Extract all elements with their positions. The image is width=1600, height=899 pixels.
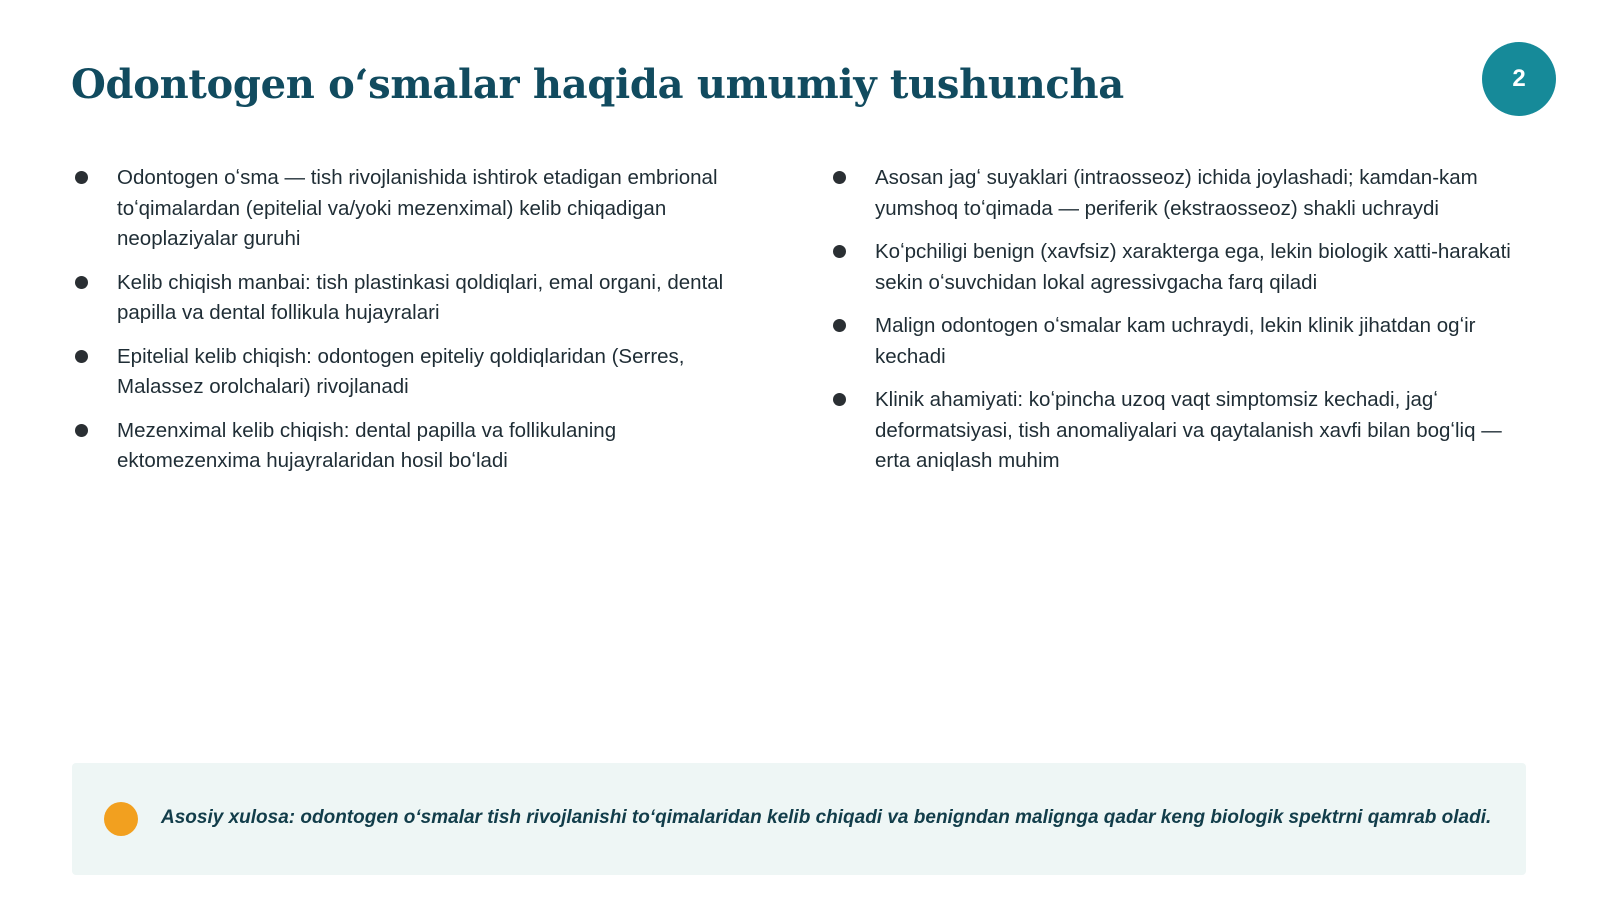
bullet-icon — [75, 350, 88, 363]
bullet-text: Mezenximal kelib chiqish: dental papilla va follikulaning ektomezenxima hujayralaridan hosil boʻladi — [117, 418, 617, 472]
bullet-icon — [833, 245, 846, 258]
bullet-item — [72, 268, 752, 329]
bullet-text: Odontogen oʻsma — tish rivojlanishida ishtirok etadigan embrional toʻqimalardan (epitelial va/yoki mezenximal) kelib chiqadigan neoplaziyalar guruhi — [117, 166, 718, 250]
summary-callout — [72, 763, 1526, 875]
bullet-icon — [833, 319, 846, 332]
bullet-icon — [75, 171, 88, 184]
bullet-item — [830, 385, 1530, 477]
slide-title: Odontogen oʻsmalar haqida umumiy tushuncha — [71, 61, 1124, 108]
right-bullet-list — [830, 163, 1530, 490]
bullet-text: Epitelial kelib chiqish: odontogen epiteliy qoldiqlaridan (Serres, Malassez orolchalari) rivojlanadi — [117, 344, 685, 398]
bullet-icon — [75, 424, 88, 437]
left-bullet-list — [72, 163, 752, 490]
bullet-text: Koʻpchiligi benign (xavfsiz) xarakterga ega, lekin biologik xatti-harakati sekin oʻsuvchidan lokal agressivgacha farq qiladi — [875, 240, 1511, 294]
bullet-text: Malign odontogen oʻsmalar kam uchraydi, lekin klinik jihatdan ogʻir kechadi — [875, 314, 1476, 368]
bullet-icon — [833, 171, 846, 184]
bullet-item — [72, 416, 752, 477]
bullet-text: Asosan jagʻ suyaklari (intraosseoz) ichida joylashadi; kamdan-kam yumshoq toʻqimada — periferik (ekstraosseoz) shakli uchraydi — [875, 166, 1478, 220]
bullet-item — [72, 163, 752, 255]
bullet-icon — [75, 276, 88, 289]
bullet-text: Kelib chiqish manbai: tish plastinkasi qoldiqlari, emal organi, dental papilla va dental follikula hujayralari — [117, 270, 724, 324]
bullet-icon — [833, 393, 846, 406]
summary-accent-icon — [104, 802, 138, 836]
bullet-item — [830, 311, 1530, 372]
bullet-item — [830, 237, 1530, 298]
bullet-item — [830, 163, 1530, 224]
page-number-badge: 2 — [1482, 42, 1556, 116]
bullet-text: Klinik ahamiyati: koʻpincha uzoq vaqt simptomsiz kechadi, jagʻ deformatsiyasi, tish anomaliyalari va qaytalanish xavfi bilan bogʻliq — erta aniqlash muhim — [875, 388, 1502, 472]
bullet-item — [72, 342, 752, 403]
summary-text: Asosiy xulosa: odontogen oʻsmalar tish rivojlanishi toʻqimalaridan kelib chiqadi va benigndan malignga qadar keng biologik spektrni qamrab oladi. — [161, 807, 1492, 828]
